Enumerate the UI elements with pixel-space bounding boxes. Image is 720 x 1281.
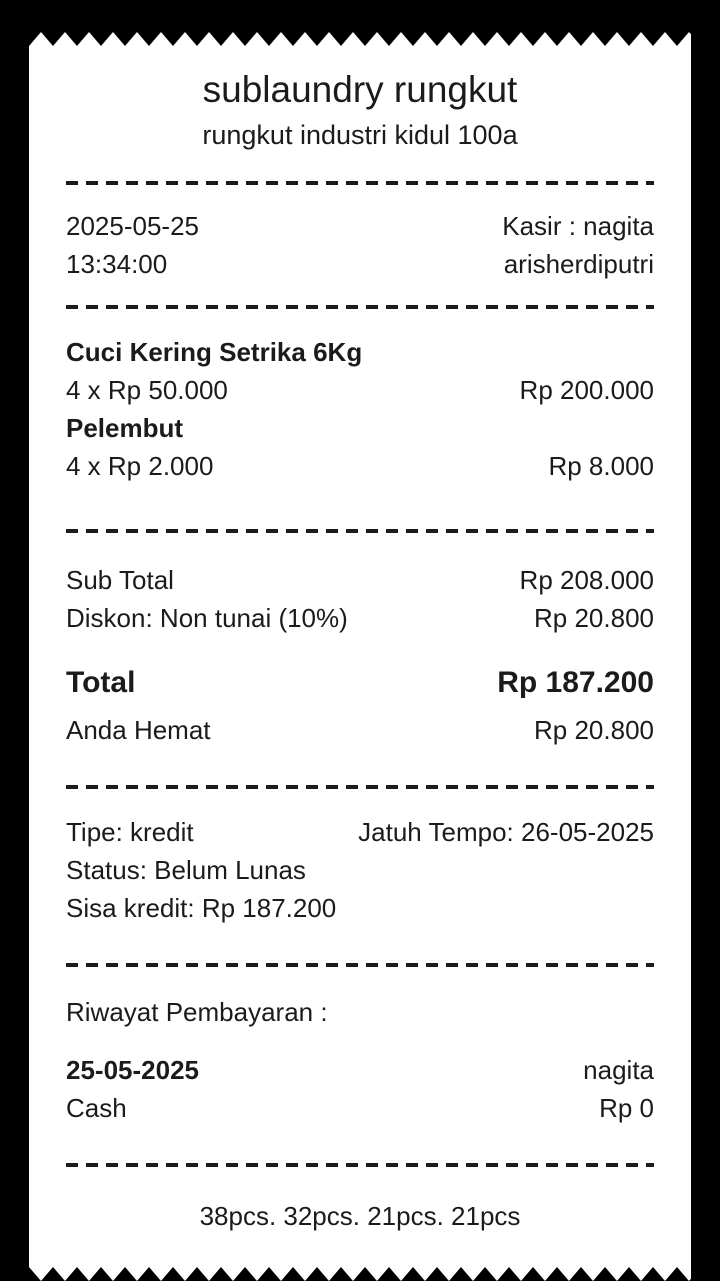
credit-info-section — [66, 813, 654, 927]
store-name: sublaundry rungkut — [202, 69, 518, 110]
cashier-name: arisherdiputri — [503, 249, 654, 280]
subtotal-value: Rp 208.000 — [519, 565, 654, 596]
transaction-date: 2025-05-25 — [66, 211, 199, 242]
transaction-time: 13:34:00 — [66, 249, 168, 280]
total-label: Total — [66, 666, 136, 700]
payment-date: 25-05-2025 — [66, 1055, 199, 1086]
dashed-divider — [66, 305, 654, 309]
pieces-summary: 38pcs. 32pcs. 21pcs. 21pcs — [199, 1201, 521, 1232]
payment-cashier: nagita — [583, 1055, 654, 1086]
store-address: rungkut industri kidul 100a — [202, 120, 518, 151]
totals-section — [66, 561, 654, 749]
subtotal-label: Sub Total — [66, 565, 174, 596]
item-name: Pelembut — [66, 413, 184, 444]
payment-method: Cash — [66, 1093, 127, 1124]
payment-amount: Rp 0 — [599, 1093, 654, 1124]
item-amount: Rp 200.000 — [519, 375, 654, 406]
item-name: Cuci Kering Setrika 6Kg — [66, 337, 363, 368]
due-date: Jatuh Tempo: 26-05-2025 — [358, 817, 654, 848]
dashed-divider — [66, 1163, 654, 1167]
discount-label: Diskon: Non tunai (10%) — [66, 603, 348, 634]
payment-history-heading: Riwayat Pembayaran : — [66, 997, 328, 1028]
payment-history-entry — [66, 1051, 654, 1127]
item — [66, 409, 654, 485]
savings-label: Anda Hemat — [66, 715, 211, 746]
remaining-credit: Sisa kredit: Rp 187.200 — [66, 893, 337, 924]
torn-edge-top — [29, 32, 691, 46]
receipt-paper — [29, 46, 691, 1267]
receipt — [29, 32, 691, 1281]
payment-history-section — [66, 993, 654, 1127]
item-qty-price: 4 x Rp 2.000 — [66, 451, 214, 482]
dashed-divider — [66, 529, 654, 533]
discount-value: Rp 20.800 — [534, 603, 654, 634]
transaction-meta — [66, 207, 654, 283]
dashed-divider — [66, 963, 654, 967]
item-qty-price: 4 x Rp 50.000 — [66, 375, 228, 406]
torn-edge-bottom — [29, 1267, 691, 1281]
payment-status: Status: Belum Lunas — [66, 855, 306, 886]
dashed-divider — [66, 181, 654, 185]
cashier-label: Kasir : nagita — [502, 211, 654, 242]
payment-type: Tipe: kredit — [66, 817, 194, 848]
item — [66, 333, 654, 409]
items-list — [66, 333, 654, 485]
savings-value: Rp 20.800 — [534, 715, 654, 746]
dashed-divider — [66, 785, 654, 789]
item-amount: Rp 8.000 — [548, 451, 654, 482]
total-value: Rp 187.200 — [497, 666, 654, 700]
